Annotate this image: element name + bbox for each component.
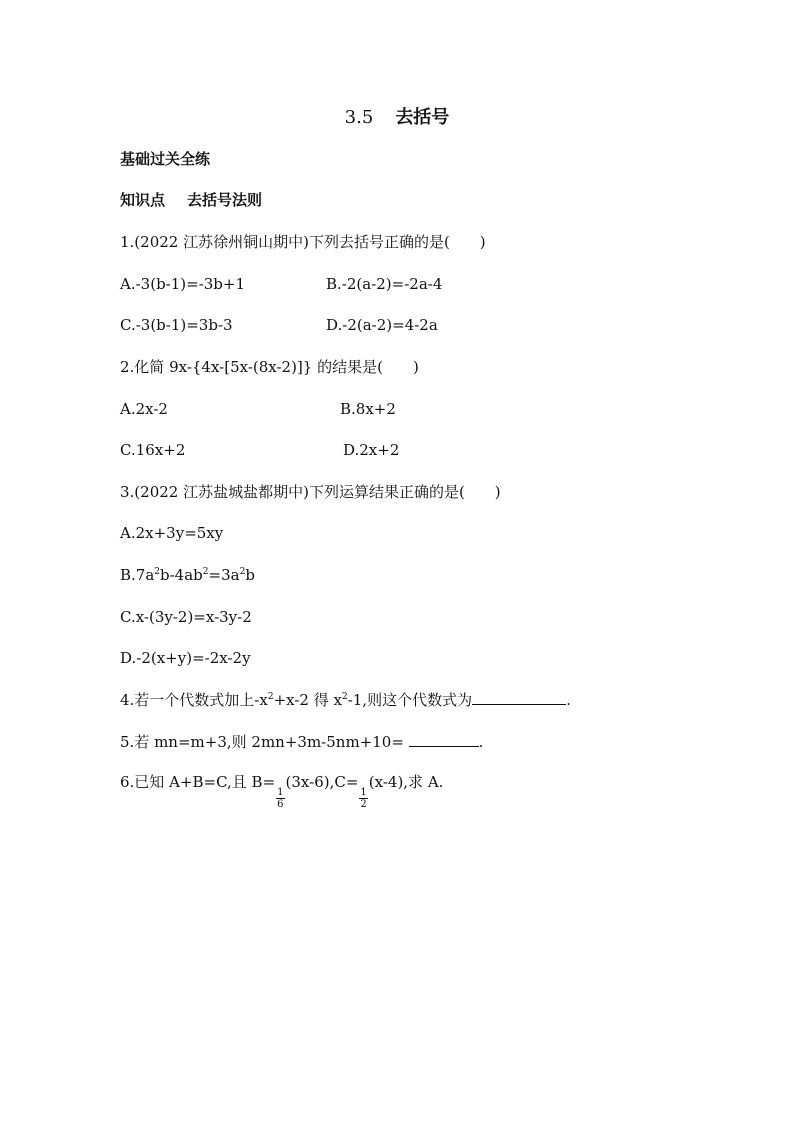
question-1-option-a: A.-3(b-1)=-3b+1: [120, 275, 246, 293]
question-6-stem: 6.已知 A+B=C,且 B= $\frac{1}{6}$ (3x-6),C= $\frac{1}{2}$ (x-4),求 A.: [120, 773, 444, 810]
section-heading: 基础过关全练: [120, 150, 211, 168]
question-2-option-b: B.8x+2: [340, 400, 396, 418]
question-3-option-d: D.-2(x+y)=-2x-2y: [120, 649, 251, 667]
question-3-option-b: $B.7a^2b-4ab^2=3a^2b$: [120, 566, 255, 584]
question-1-stem: 1.(2022 江苏徐州铜山期中)下列去括号正确的是( ): [120, 233, 486, 251]
question-3-option-c: C.x-(3y-2)=x-3y-2: [120, 608, 252, 626]
question-2-option-d: D.2x+2: [343, 441, 400, 459]
fraction-one-half: $\frac{1}{2}$: [360, 787, 367, 810]
fraction-one-sixth: $\frac{1}{6}$: [277, 787, 284, 810]
question-3-option-a: A.2x+3y=5xy: [120, 524, 224, 542]
question-1-option-c: C.-3(b-1)=3b-3: [120, 316, 233, 334]
question-2-option-c: C.16x+2: [120, 441, 186, 459]
question-1-option-b: B.-2(a-2)=-2a-4: [326, 275, 443, 293]
question-2-option-a: A.2x-2: [120, 400, 168, 418]
page-title: [0, 106, 794, 130]
answer-blank[interactable]: [409, 732, 479, 747]
knowledge-point-heading: 知识点 去括号法则: [120, 191, 263, 209]
question-5-stem: 5.若 mn=m+3,则 2mn+3m-5nm+10= .: [120, 733, 484, 751]
question-2-stem: 2.化简 9x-{4x-[5x-(8x-2)]} 的结果是( ): [120, 358, 419, 376]
question-4-stem: 4.若一个代数式加上$-x^2+x-2$ 得 $x^2-1$,则这个代数式为 .: [120, 691, 571, 709]
section-number: 3.5: [344, 107, 374, 128]
question-1-option-d: D.-2(a-2)=4-2a: [326, 316, 438, 334]
section-title: 去括号: [395, 107, 450, 128]
answer-blank[interactable]: [472, 690, 566, 705]
question-3-stem: 3.(2022 江苏盐城盐都期中)下列运算结果正确的是( ): [120, 483, 501, 501]
